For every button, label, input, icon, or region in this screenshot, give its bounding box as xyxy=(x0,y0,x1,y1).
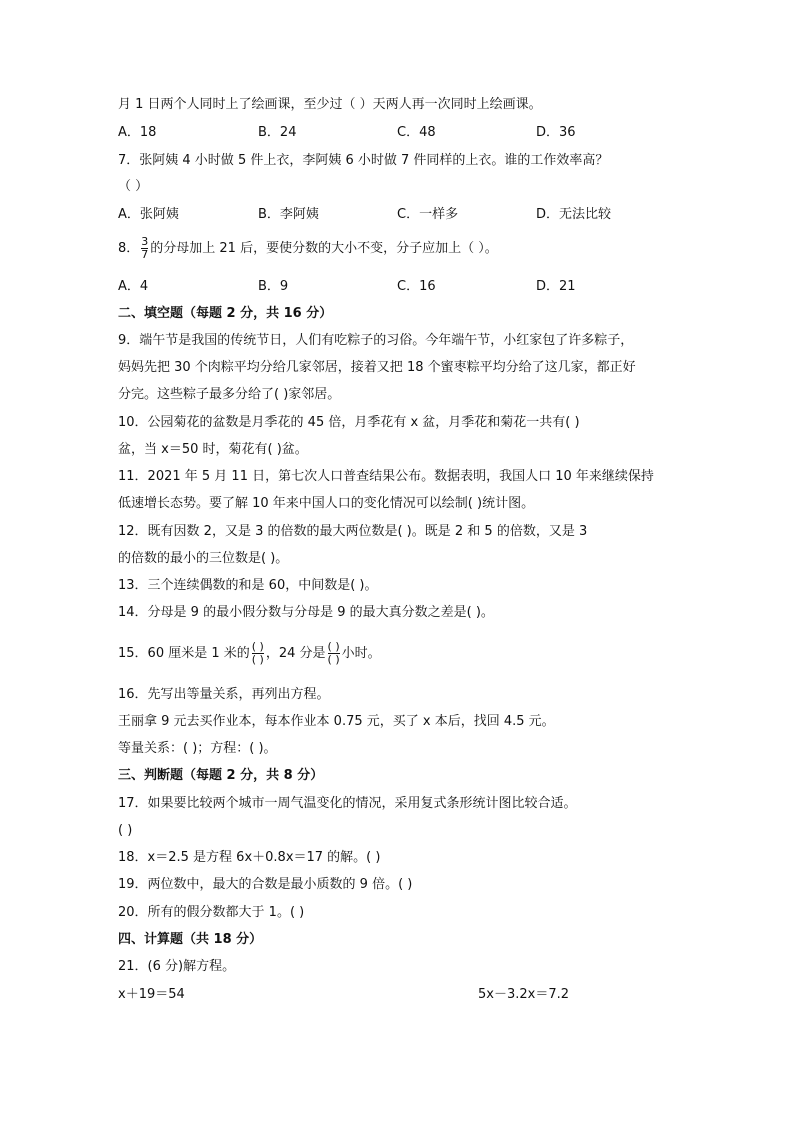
question-6-tail: 月 1 日两个人同时上了绘画课，至少过（ ）天两人再一次同时上绘画课。 xyxy=(118,97,542,112)
question-10-line1: 10．公园菊花的盆数是月季花的 45 倍，月季花有 x 盆，月季花和菊花一共有( ) xyxy=(118,415,580,430)
question-10-line2: 盆，当 x＝50 时，菊花有( )盆。 xyxy=(118,442,308,457)
q7-option-a: A．张阿姨 xyxy=(118,207,179,222)
question-15 xyxy=(118,636,381,672)
question-7-blank: （ ） xyxy=(118,179,149,194)
q8-option-a: A．4 xyxy=(118,279,149,294)
question-17-line1: 17．如果要比较两个城市一周气温变化的情况，采用复式条形统计图比较合适。 xyxy=(118,796,577,811)
question-16-line1: 16．先写出等量关系，再列出方程。 xyxy=(118,687,330,702)
q15-text-a: 15．60 厘米是 1 米的 xyxy=(118,646,250,661)
q7-option-c: C．一样多 xyxy=(397,207,459,222)
q8-option-b: B．9 xyxy=(258,279,289,294)
q8-fraction-denominator: 7 xyxy=(141,248,149,261)
q6-option-b: B．24 xyxy=(258,125,297,140)
question-16-line2: 王丽拿 9 元去买作业本，每本作业本 0.75 元，买了 x 本后，找回 4.5 元。 xyxy=(118,714,555,729)
question-11-line2: 低速增长态势。要了解 10 年来中国人口的变化情况可以绘制( )统计图。 xyxy=(118,496,535,511)
question-11-line1: 11．2021 年 5 月 11 日，第七次人口普查结果公布。数据表明，我国人口 10 年来继续保持 xyxy=(118,469,654,484)
question-20: 20．所有的假分数都大于 1。( ) xyxy=(118,905,305,920)
question-9-line3: 分完。这些粽子最多分给了( )家邻居。 xyxy=(118,387,341,402)
question-18: 18．x＝2.5 是方程 6x＋0.8x＝17 的解。( ) xyxy=(118,850,381,865)
q15-fraction-2-numerator: ( ) xyxy=(327,640,340,653)
q15-text-c: 小时。 xyxy=(341,646,381,661)
q15-fraction-2 xyxy=(328,641,340,666)
q15-fraction-2-denominator: ( ) xyxy=(327,653,340,666)
question-16-line3: 等量关系：( )；方程：( )。 xyxy=(118,741,277,756)
question-21: 21．(6 分)解方程。 xyxy=(118,959,236,974)
q8-fraction-numerator: 3 xyxy=(141,235,149,248)
q6-option-c: C．48 xyxy=(397,125,436,140)
q8-option-c: C．16 xyxy=(397,279,436,294)
q7-option-b: B．李阿姨 xyxy=(258,207,319,222)
question-12-line2: 的倍数的最小的三位数是( )。 xyxy=(118,551,289,566)
question-19: 19．两位数中，最大的合数是最小质数的 9 倍。( ) xyxy=(118,877,413,892)
question-8 xyxy=(118,234,498,264)
question-13: 13．三个连续偶数的和是 60，中间数是( )。 xyxy=(118,578,378,593)
question-12-line1: 12．既有因数 2，又是 3 的倍数的最大两位数是( )。既是 2 和 5 的倍数，又是 3 xyxy=(118,524,588,539)
q15-fraction-1 xyxy=(252,641,264,666)
equation-1: x＋19＝54 xyxy=(118,987,185,1002)
section-3-heading: 三、判断题（每题 2 分，共 8 分） xyxy=(118,768,324,783)
q8-text: 的分母加上 21 后，要使分数的大小不变，分子应加上（ ）。 xyxy=(150,241,498,256)
question-17-blank: ( ) xyxy=(118,823,133,838)
section-4-heading: 四、计算题（共 18 分） xyxy=(118,932,263,947)
q6-option-d: D．36 xyxy=(536,125,576,140)
question-7: 7．张阿姨 4 小时做 5 件上衣，李阿姨 6 小时做 7 件同样的上衣。谁的工作效率高？ xyxy=(118,153,609,168)
equation-2: 5x－3.2x＝7.2 xyxy=(478,987,570,1002)
q8-option-d: D．21 xyxy=(536,279,576,294)
q15-fraction-1-denominator: ( ) xyxy=(251,653,264,666)
question-9-line1: 9．端午节是我国的传统节日，人们有吃粽子的习俗。今年端午节，小红家包了许多粽子， xyxy=(118,333,634,348)
q8-fraction xyxy=(141,236,148,261)
question-14: 14．分母是 9 的最小假分数与分母是 9 的最大真分数之差是( )。 xyxy=(118,605,494,620)
q8-number: 8． xyxy=(118,241,140,256)
q15-fraction-1-numerator: ( ) xyxy=(251,640,264,653)
q7-option-d: D．无法比较 xyxy=(536,207,612,222)
q6-option-a: A．18 xyxy=(118,125,157,140)
q15-text-b: ，24 分是 xyxy=(265,646,326,661)
question-9-line2: 妈妈先把 30 个肉粽平均分给几家邻居，接着又把 18 个蜜枣粽平均分给了这几家，都正好 xyxy=(118,360,636,375)
section-2-heading: 二、填空题（每题 2 分，共 16 分） xyxy=(118,306,333,321)
